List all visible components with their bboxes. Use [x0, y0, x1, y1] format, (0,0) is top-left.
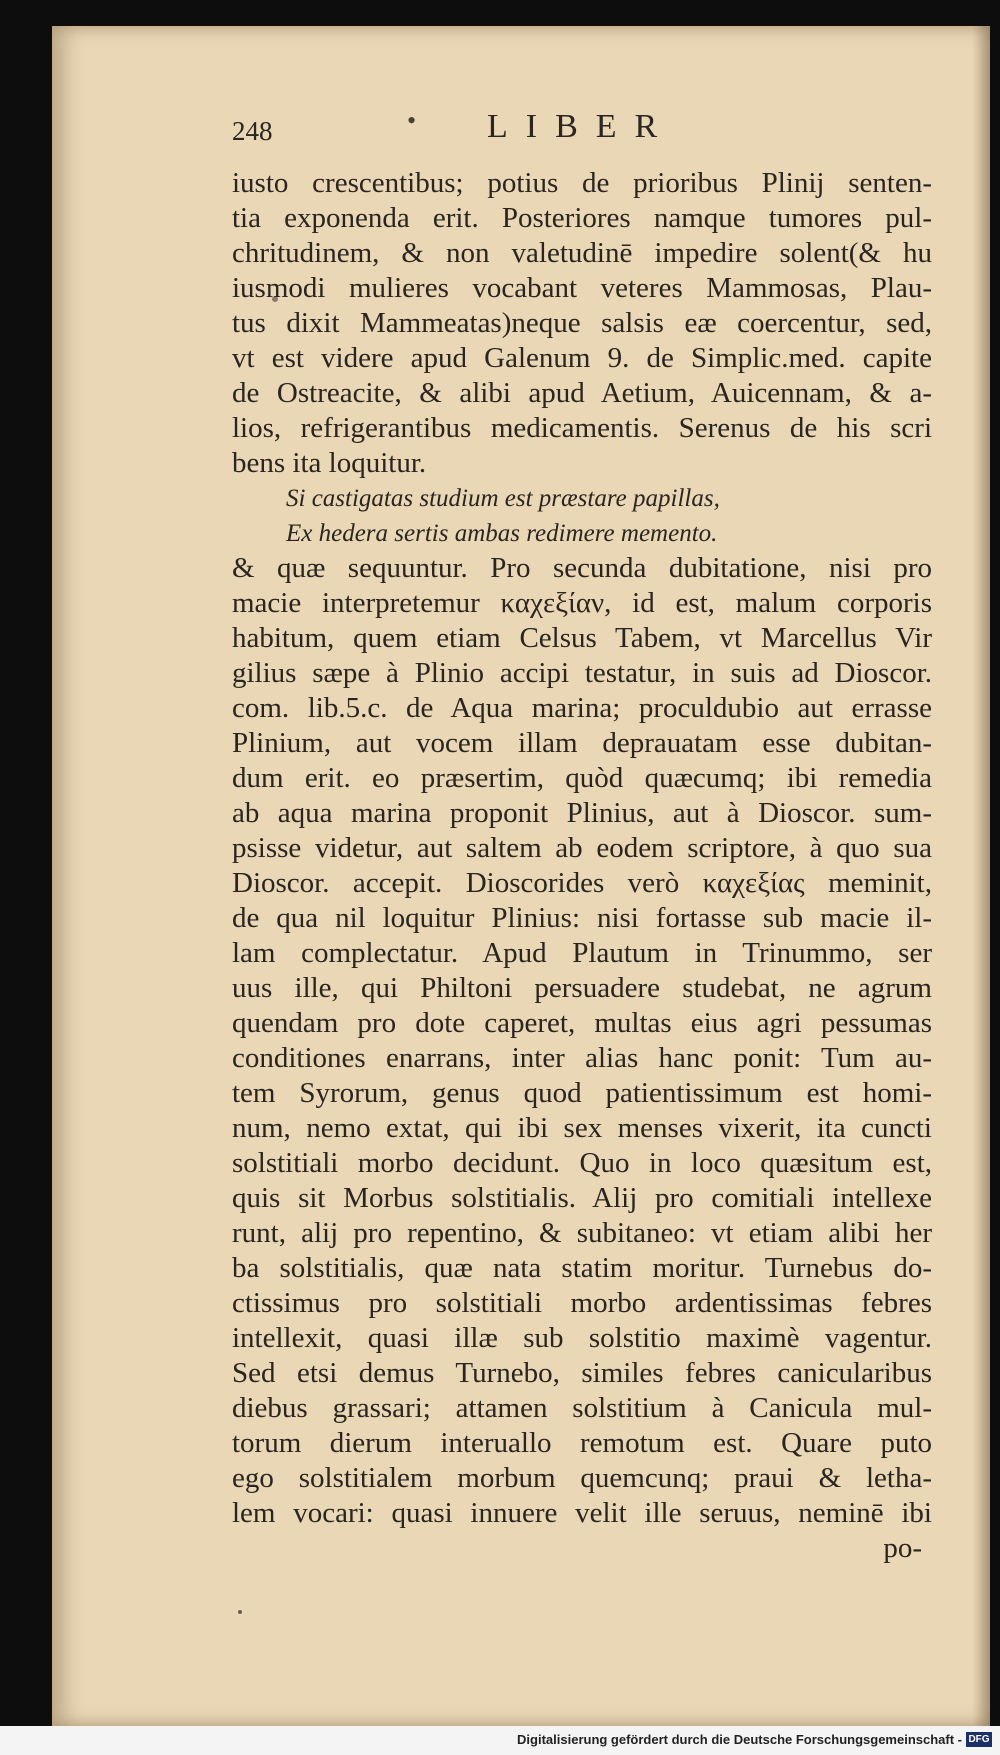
verse-line: Si castigatas studium est præstare papillas, — [286, 485, 720, 512]
text-line: com. lib.5.c. de Aqua marina; proculdubio aut errasse — [232, 692, 932, 724]
text-line: ab aqua marina proponit Plinius, aut à Dioscor. sum- — [232, 797, 932, 829]
text-line: quis sit Morbus solstitialis. Alij pro comitiali intellexe — [232, 1182, 932, 1214]
text-line: intellexit, quasi illæ sub solstitio maximè vagentur. — [232, 1322, 932, 1354]
catchword: po- — [883, 1532, 922, 1564]
text-line: Plinium, aut vocem illam deprauatam esse dubitan- — [232, 727, 932, 759]
text-line: de Ostreacite, & alibi apud Aetium, Auicennam, & a- — [232, 377, 932, 409]
text-line: tem Syrorum, genus quod patientissimum est homi- — [232, 1077, 932, 1109]
ornament-dot: • — [407, 106, 417, 135]
text-line: lios, refrigerantibus medicamentis. Serenus de his scri — [232, 412, 932, 444]
text-line: ego solstitialem morbum quemcunq; praui & letha- — [232, 1462, 932, 1494]
text-line: iusto crescentibus; potius de prioribus Plinij senten- — [232, 167, 932, 199]
text-line: conditiones enarrans, inter alias hanc ponit: Tum au- — [232, 1042, 932, 1074]
digitization-footer — [0, 1726, 1000, 1755]
text-line: dum erit. eo præsertim, quòd quæcumq; ibi remedia — [232, 762, 932, 794]
body-text — [232, 166, 932, 1566]
page-edge-shadow — [972, 26, 990, 1726]
text-line: lam complectatur. Apud Plautum in Trinummo, ser — [232, 937, 932, 969]
text-line: torum dierum interuallo remotum est. Quare puto — [232, 1427, 932, 1459]
text-line: gilius sæpe à Plinio accipi testatur, in suis ad Dioscor. — [232, 657, 932, 689]
text-line: uus ille, qui Philtoni persuadere studebat, ne agrum — [232, 972, 932, 1004]
text-line: tia exponenda erit. Posteriores namque tumores pul- — [232, 202, 932, 234]
text-line: ctissimus pro solstitiali morbo ardentissimas febres — [232, 1287, 932, 1319]
text-line: macie interpretemur καχεξίαν, id est, malum corporis — [232, 587, 932, 619]
text-line: num, nemo extat, qui ibi sex menses vixerit, ita cuncti — [232, 1112, 932, 1144]
text-line: ba solstitialis, quæ nata statim moritur. Turnebus do- — [232, 1252, 932, 1284]
text-line: habitum, quem etiam Celsus Tabem, vt Marcellus Vir — [232, 622, 932, 654]
text-line: vt est videre apud Galenum 9. de Simplic.med. capite — [232, 342, 932, 374]
running-head — [232, 106, 932, 154]
text-line: diebus grassari; attamen solstitium à Canicula mul- — [232, 1392, 932, 1424]
funding-credit: Digitalisierung gefördert durch die Deutsche Forschungsgemeinschaft - — [517, 1732, 962, 1747]
text-line: runt, alij pro repentino, & subitaneo: vt etiam alibi her — [232, 1217, 932, 1249]
text-line: de qua nil loquitur Plinius: nisi fortasse sub macie il- — [232, 902, 932, 934]
text-line: psisse videtur, aut saltem ab eodem scriptore, à quo sua — [232, 832, 932, 864]
text-line: bens ita loquitur. — [232, 447, 427, 479]
paper-speck — [238, 1610, 242, 1614]
text-line: iusmodi mulieres vocabant veteres Mammosas, Plau- — [232, 272, 932, 304]
text-line: & quæ sequuntur. Pro secunda dubitatione, nisi pro — [232, 552, 932, 584]
text-line: lem vocari: quasi innuere velit ille seruus, neminē ibi — [232, 1497, 932, 1529]
text-line: tus dixit Mammeatas)neque salsis eæ coercentur, sed, — [232, 307, 932, 339]
page-number: 248 — [232, 116, 273, 146]
text-line: Sed etsi demus Turnebo, similes febres canicularibus — [232, 1357, 932, 1389]
text-line: Dioscor. accepit. Dioscorides verò καχεξίας meminit, — [232, 867, 932, 899]
text-line: solstitiali morbo decidunt. Quo in loco quæsitum est, — [232, 1147, 932, 1179]
text-line: quendam pro dote caperet, multas eius agri pessumas — [232, 1007, 932, 1039]
running-title: LIBER — [487, 108, 676, 145]
text-line: chritudinem, & non valetudinē impedire solent(& hu — [232, 237, 932, 269]
dfg-logo-icon: DFG — [966, 1732, 992, 1747]
verse-line: Ex hedera sertis ambas redimere memento. — [286, 520, 718, 547]
